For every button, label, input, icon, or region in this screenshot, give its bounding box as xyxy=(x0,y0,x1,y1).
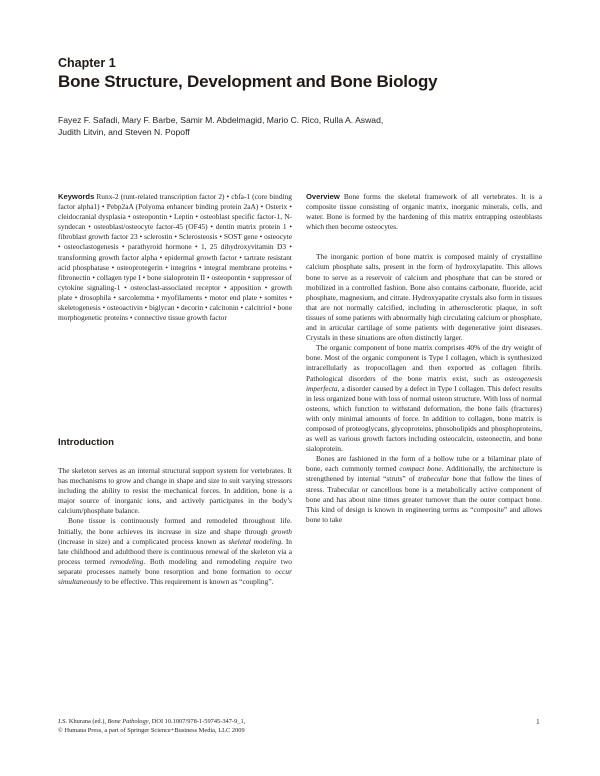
introduction-body xyxy=(58,466,292,587)
author-list xyxy=(58,114,478,138)
overview-paragraph-3: The organic component of bone matrix comprises 40% of the dry weight of bone. Most of the organic component is Type I collagen, which is synthesized intracellularly as tropocollagen and then exported as collagen fibrils. Pathological disorders of the bone matrix exist, such as osteogenesis imperfecta, a disorder caused by a defect in Type I collagen. This defect results in less organized bone with loss of normal osteon structure. With loss of normal osteons, which function to withstand deformation, the bone fails (fractures) with only minimal amounts of force. In addition to collagen, bone matrix is composed of proteoglycans, glycoproteins, phosoholipids and phosphoproteins, as well as various growth factors including osteocalcin, osteonectin, and bone sialoprotein. xyxy=(306,343,542,454)
overview-paragraph-1: Overview Bone forms the skeletal framework of all vertebrates. It is a composite tissue consisting of organic matrix, inorganic minerals, cells, and water. Bone is formed by the hardening of this matrix entrapping osteoblasts which then become osteocytes. xyxy=(306,192,542,232)
keywords-block xyxy=(58,192,292,323)
overview-paragraph-2: The inorganic portion of bone matrix is composed mainly of crystalline calcium phosphate salts, present in the form of hydroxylapatite. This allows bone to serve as a reservoir of calcium and phosphate that can be stored or mobilized in a controlled fashion. Bone also contains carbonate, fluoride, acid phosphate, magnesium, and citrate. Hydroxyapatite crystals also form in tissues that are not normally calcified, including in atherosclerotic plaque, in soft tissues of some patients with abnormally high circulating calcium or phosphate, and in articular cartilage of some patients with degenerative joint diseases. Crystals in these situations are often distinctly larger. xyxy=(306,252,542,343)
intro-paragraph-1: The skeleton serves as an internal structural support system for vertebrates. It has mechanisms to grow and change in shape and size to suit varying stressors including the ability to resist the mechanical forces. In addition, bone is a major source of inorganic ions, and actively participates in the body’s calcium/phosphate balance. xyxy=(58,466,292,516)
overview-column xyxy=(306,192,542,525)
keywords-label: Keywords xyxy=(58,192,95,201)
keywords-text: Runx-2 (runt-related transcription factor 2) • cbfa-1 (core binding factor alpha1) • Pebp2aA (Polyoma enhancer binding protein 2aA) • Osterix • cleidocranial dysplasia • osteopontin • Leptin • osteoblast specific factor-1, N-syndecan • osteoblast/osteocyte factor-45 (OF45) • dentin matrix protein 1 • fibroblast growth factor 23 • sclerostin • Sclerosteosis • SOST gene • osteocyte • osteoclastogenesis • parathyroid hormone • 1, 25 dihydroxyvitamin D3 • transforming growth factor alpha • epidermal growth factor • tartrate resistant acid phosphatase • osteoprotegerin • integrins • integral membrane proteins • fibronectin • collagen type I • bone sialoprotein II • osteopontin • suppressor of cytokine signaling-1 • osteoclast-associated receptor • apposition • growth plate • drosophila • sarcolemma • myofilaments • motor end plate • somites • skeletogenesis • osteoactivin • biglycan • decorin • calcitonin • calcitriol • bone morphogenetic proteins • connective tissue growth factor xyxy=(58,192,292,323)
intro-paragraph-2: Bone tissue is continuously formed and remodeled throughout life. Initially, the bone achieves its increase in size and shape through growth (increase in size) and a complicated process known as skeletal modeling. In late childhood and adulthood there is continuous renewal of the skeleton via a process termed remodeling. Both modeling and remodeling require two separate processes namely bone resorption and bone formation to occur simultaneously to be effective. This requirement is known as “coupling”. xyxy=(58,516,292,587)
authors-line-2: Judith Litvin, and Steven N. Popoff xyxy=(58,127,190,137)
introduction-heading: Introduction xyxy=(58,437,114,448)
chapter-label: Chapter 1 xyxy=(58,56,116,70)
overview-label: Overview xyxy=(306,192,340,201)
chapter-title: Bone Structure, Development and Bone Biology xyxy=(58,72,438,91)
footer-line-2: © Humana Press, a part of Springer Science+Business Media, LLC 2009 xyxy=(58,727,245,734)
page-number: 1 xyxy=(536,717,540,726)
footer-line-1: J.S. Khurana (ed.), Bone Pathology, DOI 10.1007/978-1-59745-347-9_1, xyxy=(58,718,246,725)
citation-footer xyxy=(58,717,358,735)
authors-line-1: Fayez F. Safadi, Mary F. Barbe, Samir M. Abdelmagid, Mario C. Rico, Rulla A. Aswad, xyxy=(58,115,384,125)
overview-paragraph-4: Bones are fashioned in the form of a hollow tube or a bilaminar plate of bone, each commonly termed compact bone. Additionally, the architecture is strengthened by internal “struts” of trabecular bone that follow the lines of stress. Trabecular or cancellous bone is a metabolically active component of bone and has about nine times greater turnover than the outer compact bone. This kind of design is known in engineering terms as “composite” and allows bone to take xyxy=(306,454,542,524)
